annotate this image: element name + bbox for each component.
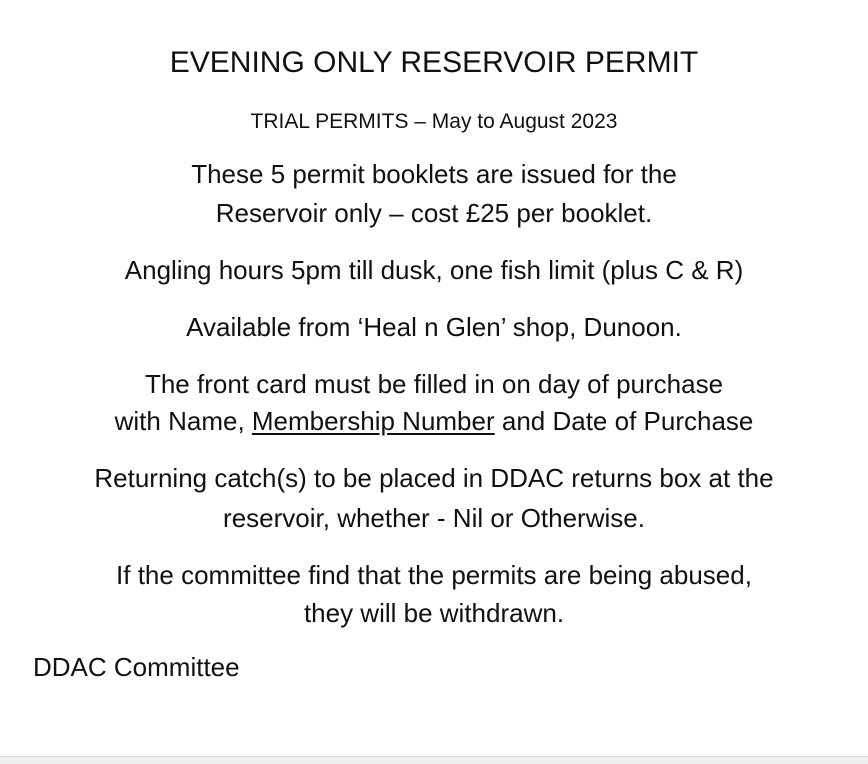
front-card-line-1: The front card must be filled in on day of purchase — [144, 369, 724, 399]
abuse-line-1: If the committee find that the permits are being abused, — [116, 560, 752, 590]
booklets-line-1: These 5 permit booklets are issued for the — [191, 159, 677, 189]
returns-line-2: reservoir, whether - Nil or Otherwise. — [223, 503, 645, 533]
angling-hours: Angling hours 5pm till dusk, one fish limit (plus C & R) — [124, 255, 744, 285]
front-card-prefix: with Name, — [114, 406, 252, 436]
availability: Available from ‘Heal n Glen’ shop, Dunoon. — [186, 312, 682, 342]
notice-title: EVENING ONLY RESERVOIR PERMIT — [169, 46, 699, 79]
front-card-suffix: and Date of Purchase — [494, 406, 754, 436]
membership-number-text: Membership Number — [251, 406, 495, 436]
front-card-line-2 — [0, 408, 868, 434]
returns-line-1: Returning catch(s) to be placed in DDAC returns box at the — [94, 463, 774, 493]
abuse-line-2: they will be withdrawn. — [303, 598, 565, 628]
signature: DDAC Committee — [33, 652, 240, 682]
booklets-line-2: Reservoir only – cost £25 per booklet. — [215, 198, 653, 228]
notice-subtitle: TRIAL PERMITS – May to August 2023 — [250, 110, 618, 133]
bottom-divider — [0, 756, 868, 764]
